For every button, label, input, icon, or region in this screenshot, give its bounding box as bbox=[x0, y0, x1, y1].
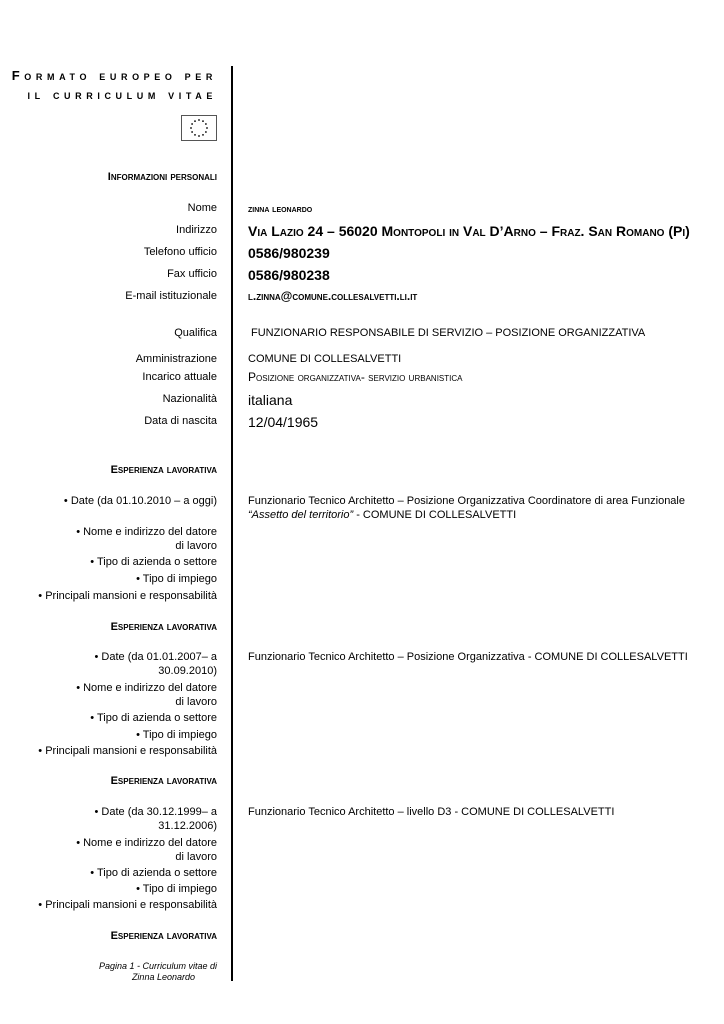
exp2-sector-label: • Tipo di azienda o settore bbox=[90, 712, 217, 724]
exp3-value-line-1: Funzionario Tecnico Architetto – livello D3 - COMUNE DI COLLESALVETTI bbox=[248, 806, 615, 818]
label-telefono: Telefono ufficio bbox=[143, 246, 217, 258]
exp1-value-line-1: Funzionario Tecnico Architetto – Posizione Organizzativa Coordinatore di area Funzionale bbox=[248, 495, 685, 507]
personal-info-heading: Informazioni personali bbox=[107, 171, 217, 183]
page-footer bbox=[99, 961, 217, 983]
label-nazionalita: Nazionalità bbox=[162, 393, 217, 405]
exp3-date-label: • Date (da 30.12.1999– a 31.12.2006) bbox=[94, 806, 217, 832]
eu-flag-icon bbox=[181, 115, 217, 141]
exp1-value-rest: - COMUNE DI COLLESALVETTI bbox=[353, 509, 517, 521]
cv-title-line-1: Formato europeo per bbox=[11, 68, 217, 83]
footer-line-2: Zinna Leonardo bbox=[131, 972, 195, 982]
exp1-job-label: • Tipo di impiego bbox=[136, 573, 217, 585]
exp1-employer-label: • Nome e indirizzo del datore di lavoro bbox=[76, 526, 217, 552]
exp1-duties-label: • Principali mansioni e responsabilità bbox=[38, 590, 217, 602]
label-email: E-mail istituzionale bbox=[125, 290, 217, 302]
label-amministrazione: Amministrazione bbox=[135, 353, 217, 365]
value-telefono: 0586/980239 bbox=[248, 245, 330, 261]
exp2-employer-label: • Nome e indirizzo del datore di lavoro bbox=[76, 682, 217, 708]
exp1-sector-label: • Tipo di azienda o settore bbox=[90, 556, 217, 568]
value-qualifica: FUNZIONARIO RESPONSABILE DI SERVIZIO – POSIZIONE ORGANIZZATIVA bbox=[251, 327, 646, 339]
label-data-nascita: Data di nascita bbox=[144, 415, 217, 427]
experience-heading-4: Esperienza lavorativa bbox=[110, 930, 217, 942]
value-incarico: Posizione organizzativa- servizio urbanistica bbox=[248, 370, 463, 384]
experience-heading-1: Esperienza lavorativa bbox=[110, 464, 217, 476]
value-email[interactable]: l.zinna@comune.collesalvetti.li.it bbox=[248, 289, 418, 303]
exp2-date-label: • Date (da 01.01.2007– a 30.09.2010) bbox=[94, 651, 217, 677]
label-qualifica: Qualifica bbox=[174, 327, 217, 339]
cv-title-line-2: il curriculum vitae bbox=[27, 87, 217, 102]
value-nome: zinna leonardo bbox=[248, 204, 313, 215]
value-amministrazione: COMUNE DI COLLESALVETTI bbox=[248, 353, 402, 365]
exp3-duties-label: • Principali mansioni e responsabilità bbox=[38, 899, 217, 911]
exp2-job-label: • Tipo di impiego bbox=[136, 729, 217, 741]
exp1-value-italic: “Assetto del territorio” bbox=[248, 509, 354, 521]
experience-heading-2: Esperienza lavorativa bbox=[110, 621, 217, 633]
label-indirizzo: Indirizzo bbox=[176, 224, 217, 236]
exp2-value-line-1: Funzionario Tecnico Architetto – Posizione Organizzativa - COMUNE DI COLLESALVETTI bbox=[248, 651, 688, 663]
experience-heading-3: Esperienza lavorativa bbox=[110, 775, 217, 787]
label-fax: Fax ufficio bbox=[167, 268, 217, 280]
value-fax: 0586/980238 bbox=[248, 267, 330, 283]
exp1-date-label: • Date (da 01.10.2010 – a oggi) bbox=[63, 495, 217, 507]
footer-line-1: Pagina 1 - Curriculum vitae di bbox=[98, 961, 217, 971]
exp1-value-line-2 bbox=[248, 508, 516, 522]
exp3-employer-label: • Nome e indirizzo del datore di lavoro bbox=[76, 837, 217, 863]
exp3-job-label: • Tipo di impiego bbox=[136, 883, 217, 895]
label-nome: Nome bbox=[187, 202, 217, 214]
exp2-duties-label: • Principali mansioni e responsabilità bbox=[38, 745, 217, 757]
value-data-nascita: 12/04/1965 bbox=[248, 414, 319, 430]
label-incarico: Incarico attuale bbox=[142, 371, 217, 383]
value-indirizzo: Via Lazio 24 – 56020 Montopoli in Val D’Arno – Fraz. San Romano (Pi) bbox=[248, 223, 690, 239]
exp3-sector-label: • Tipo di azienda o settore bbox=[90, 867, 217, 879]
vertical-divider bbox=[231, 66, 233, 981]
value-nazionalita: italiana bbox=[248, 392, 293, 408]
